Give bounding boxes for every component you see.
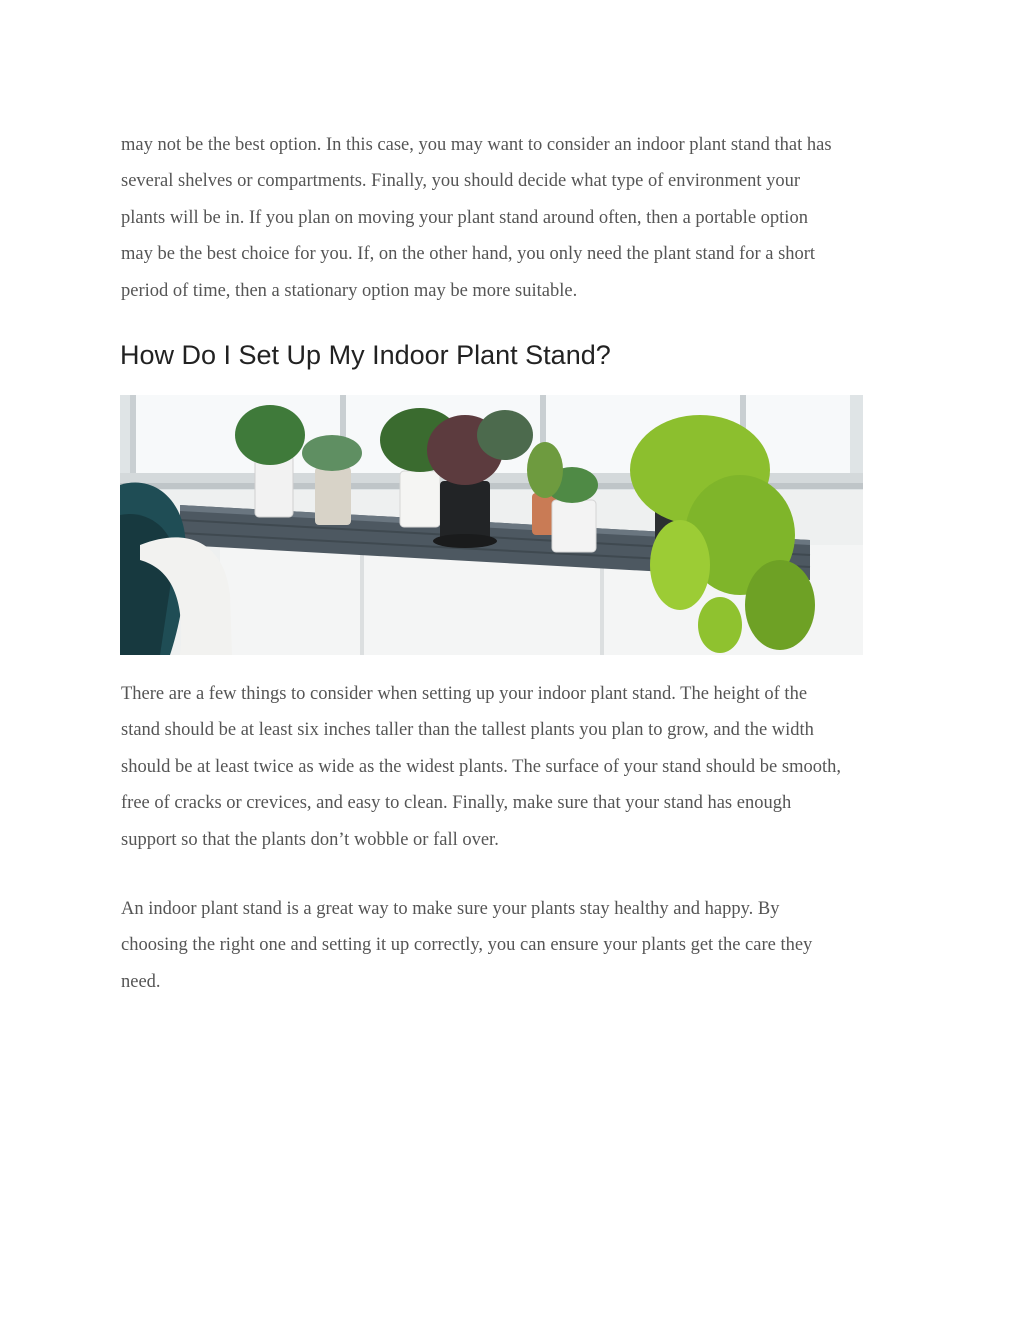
conclusion-paragraph [121,891,911,1000]
paragraph-line: support so that the plants don’t wobble or fall over. [121,829,499,850]
setup-paragraph [121,676,911,858]
paragraph-line: plants will be in. If you plan on moving your plant stand around often, then a portable option [121,207,808,228]
paragraph-line: may not be the best option. In this case, you may want to consider an indoor plant stand that has [121,135,832,155]
paragraph-line: choosing the right one and setting it up correctly, you can ensure your plants get the care they [121,935,813,956]
paragraph-line: several shelves or compartments. Finally, you should decide what type of environment your [121,171,801,192]
paragraph-line: period of time, then a stationary option may be more suitable. [121,280,578,301]
intro-paragraph [121,127,911,309]
plant-stand-photo [120,395,863,655]
section-heading: How Do I Set Up My Indoor Plant Stand? [120,340,611,370]
paragraph-line: need. [121,971,161,992]
paragraph-line: may be the best choice for you. If, on the other hand, you only need the plant stand for a short [121,244,816,265]
photo-icon [120,395,863,655]
paragraph-line: free of cracks or crevices, and easy to clean. Finally, make sure that your stand has enough [121,793,792,814]
paragraph-line: There are a few things to consider when setting up your indoor plant stand. The height of the [121,684,808,704]
paragraph-line: stand should be at least six inches taller than the tallest plants you plan to grow, and the width [121,720,814,741]
paragraph-line: An indoor plant stand is a great way to make sure your plants stay healthy and happy. By [121,899,780,919]
paragraph-line: should be at least twice as wide as the widest plants. The surface of your stand should be smooth, [121,756,841,777]
